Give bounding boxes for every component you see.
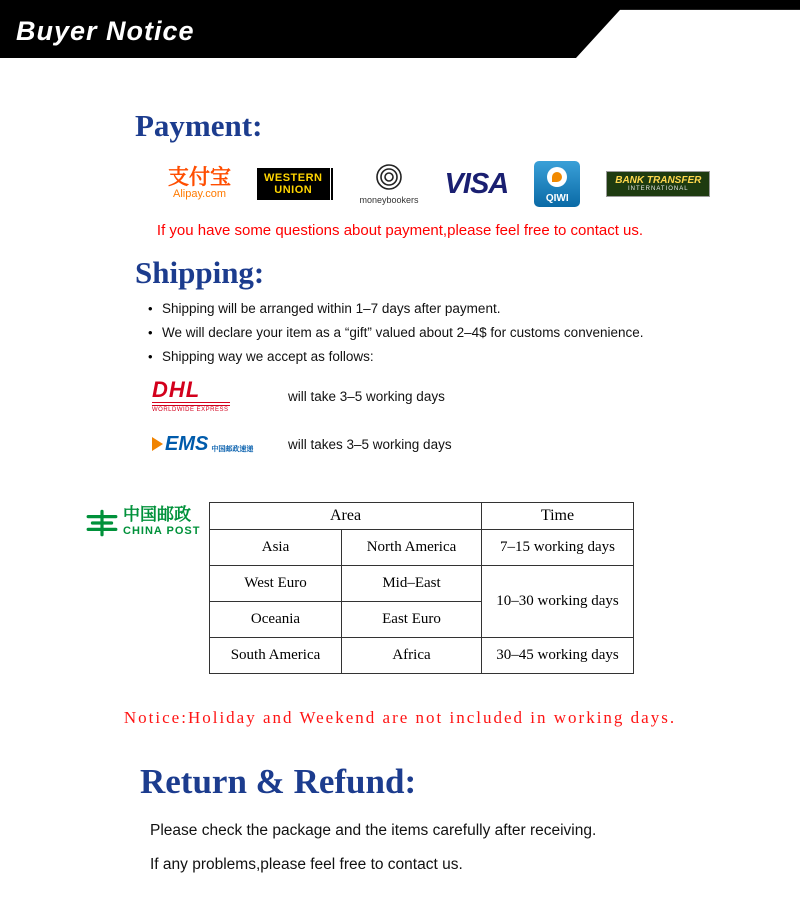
buyer-notice-banner [0,0,800,58]
shipping-heading: Shipping: [135,255,265,290]
ems-arrow-icon [152,437,163,451]
bank-transfer-logo [606,171,710,197]
alipay-url-label: Alipay.com [173,188,226,201]
ems-wordmark: EMS [165,433,209,455]
payment-heading: Payment: [135,108,263,143]
area-cell: West Euro [210,566,342,602]
ems-delivery-note: will takes 3–5 working days [288,436,452,452]
shipping-bullet-1: • Shipping will be arranged within 1–7 days after payment. [148,301,800,316]
banner-title: Buyer Notice [16,16,195,46]
dhl-sub-label: WORLDWIDE EXPRESS [152,407,229,413]
shipping-time-table [209,502,634,674]
time-cell: 30–45 working days [482,638,634,674]
refund-line-1: Please check the package and the items carefully after receiving. [150,822,597,839]
dhl-row [152,377,800,413]
table-header-area: Area [210,503,482,530]
shipping-bullet-list [148,301,800,364]
ems-sub-label: 中国邮政速递 [211,446,254,453]
table-header-row [210,503,634,530]
qiwi-bird-icon [547,167,567,187]
dhl-logo [152,379,260,413]
qiwi-label: QIWI [545,193,569,204]
alipay-logo [168,167,231,201]
refund-heading: Return & Refund: [140,762,417,801]
table-row [210,566,634,602]
refund-lines [150,822,800,874]
moneybookers-logo [360,164,419,205]
bank-transfer-line1: BANK TRANSFER [615,174,702,186]
ems-logo [152,434,260,454]
western-union-line1: WESTERN [264,171,323,184]
western-union-line2: UNION [274,184,313,196]
area-cell: East Euro [342,602,482,638]
shipping-bullet-3: • Shipping way we accept as follows: [148,349,800,364]
refund-section [0,762,800,874]
refund-line-2: If any problems,please feel free to contact us. [150,856,463,873]
western-union-logo [257,168,334,200]
ems-row [152,428,800,460]
bank-transfer-line2: INTERNATIONAL [628,186,689,193]
area-cell: North America [342,530,482,566]
payment-contact-note: If you have some questions about payment,please feel free to contact us. [156,222,644,239]
table-row [210,530,634,566]
moneybookers-circles-icon [366,164,412,192]
table-header-time: Time [482,503,634,530]
shipping-bullet-2: • We will declare your item as a “gift” valued about 2–4$ for customs convenience. [148,325,800,340]
area-cell: Mid–East [342,566,482,602]
payment-section [0,108,800,239]
china-post-logo [85,502,209,540]
dhl-wordmark: DHL [152,377,201,402]
qiwi-logo [534,161,580,207]
china-post-en-label: CHINA POST [123,524,201,537]
china-post-name [123,506,200,540]
china-post-emblem-icon [85,506,119,540]
china-post-section [85,502,800,674]
dhl-delivery-note: will take 3–5 working days [288,388,445,404]
area-cell: South America [210,638,342,674]
area-cell: Asia [210,530,342,566]
alipay-cn-label: 支付宝 [168,166,231,190]
payment-methods-row [168,158,800,210]
table-row [210,638,634,674]
holiday-notice: Notice:Holiday and Weekend are not included in working days. [123,708,677,727]
area-cell: Africa [342,638,482,674]
area-cell: Oceania [210,602,342,638]
moneybookers-label: moneybookers [359,194,419,205]
shipping-section [0,255,800,460]
time-cell: 7–15 working days [482,530,634,566]
china-post-cn-label: 中国邮政 [123,505,191,524]
time-cell: 10–30 working days [482,566,634,638]
visa-logo: VISA [444,167,509,200]
